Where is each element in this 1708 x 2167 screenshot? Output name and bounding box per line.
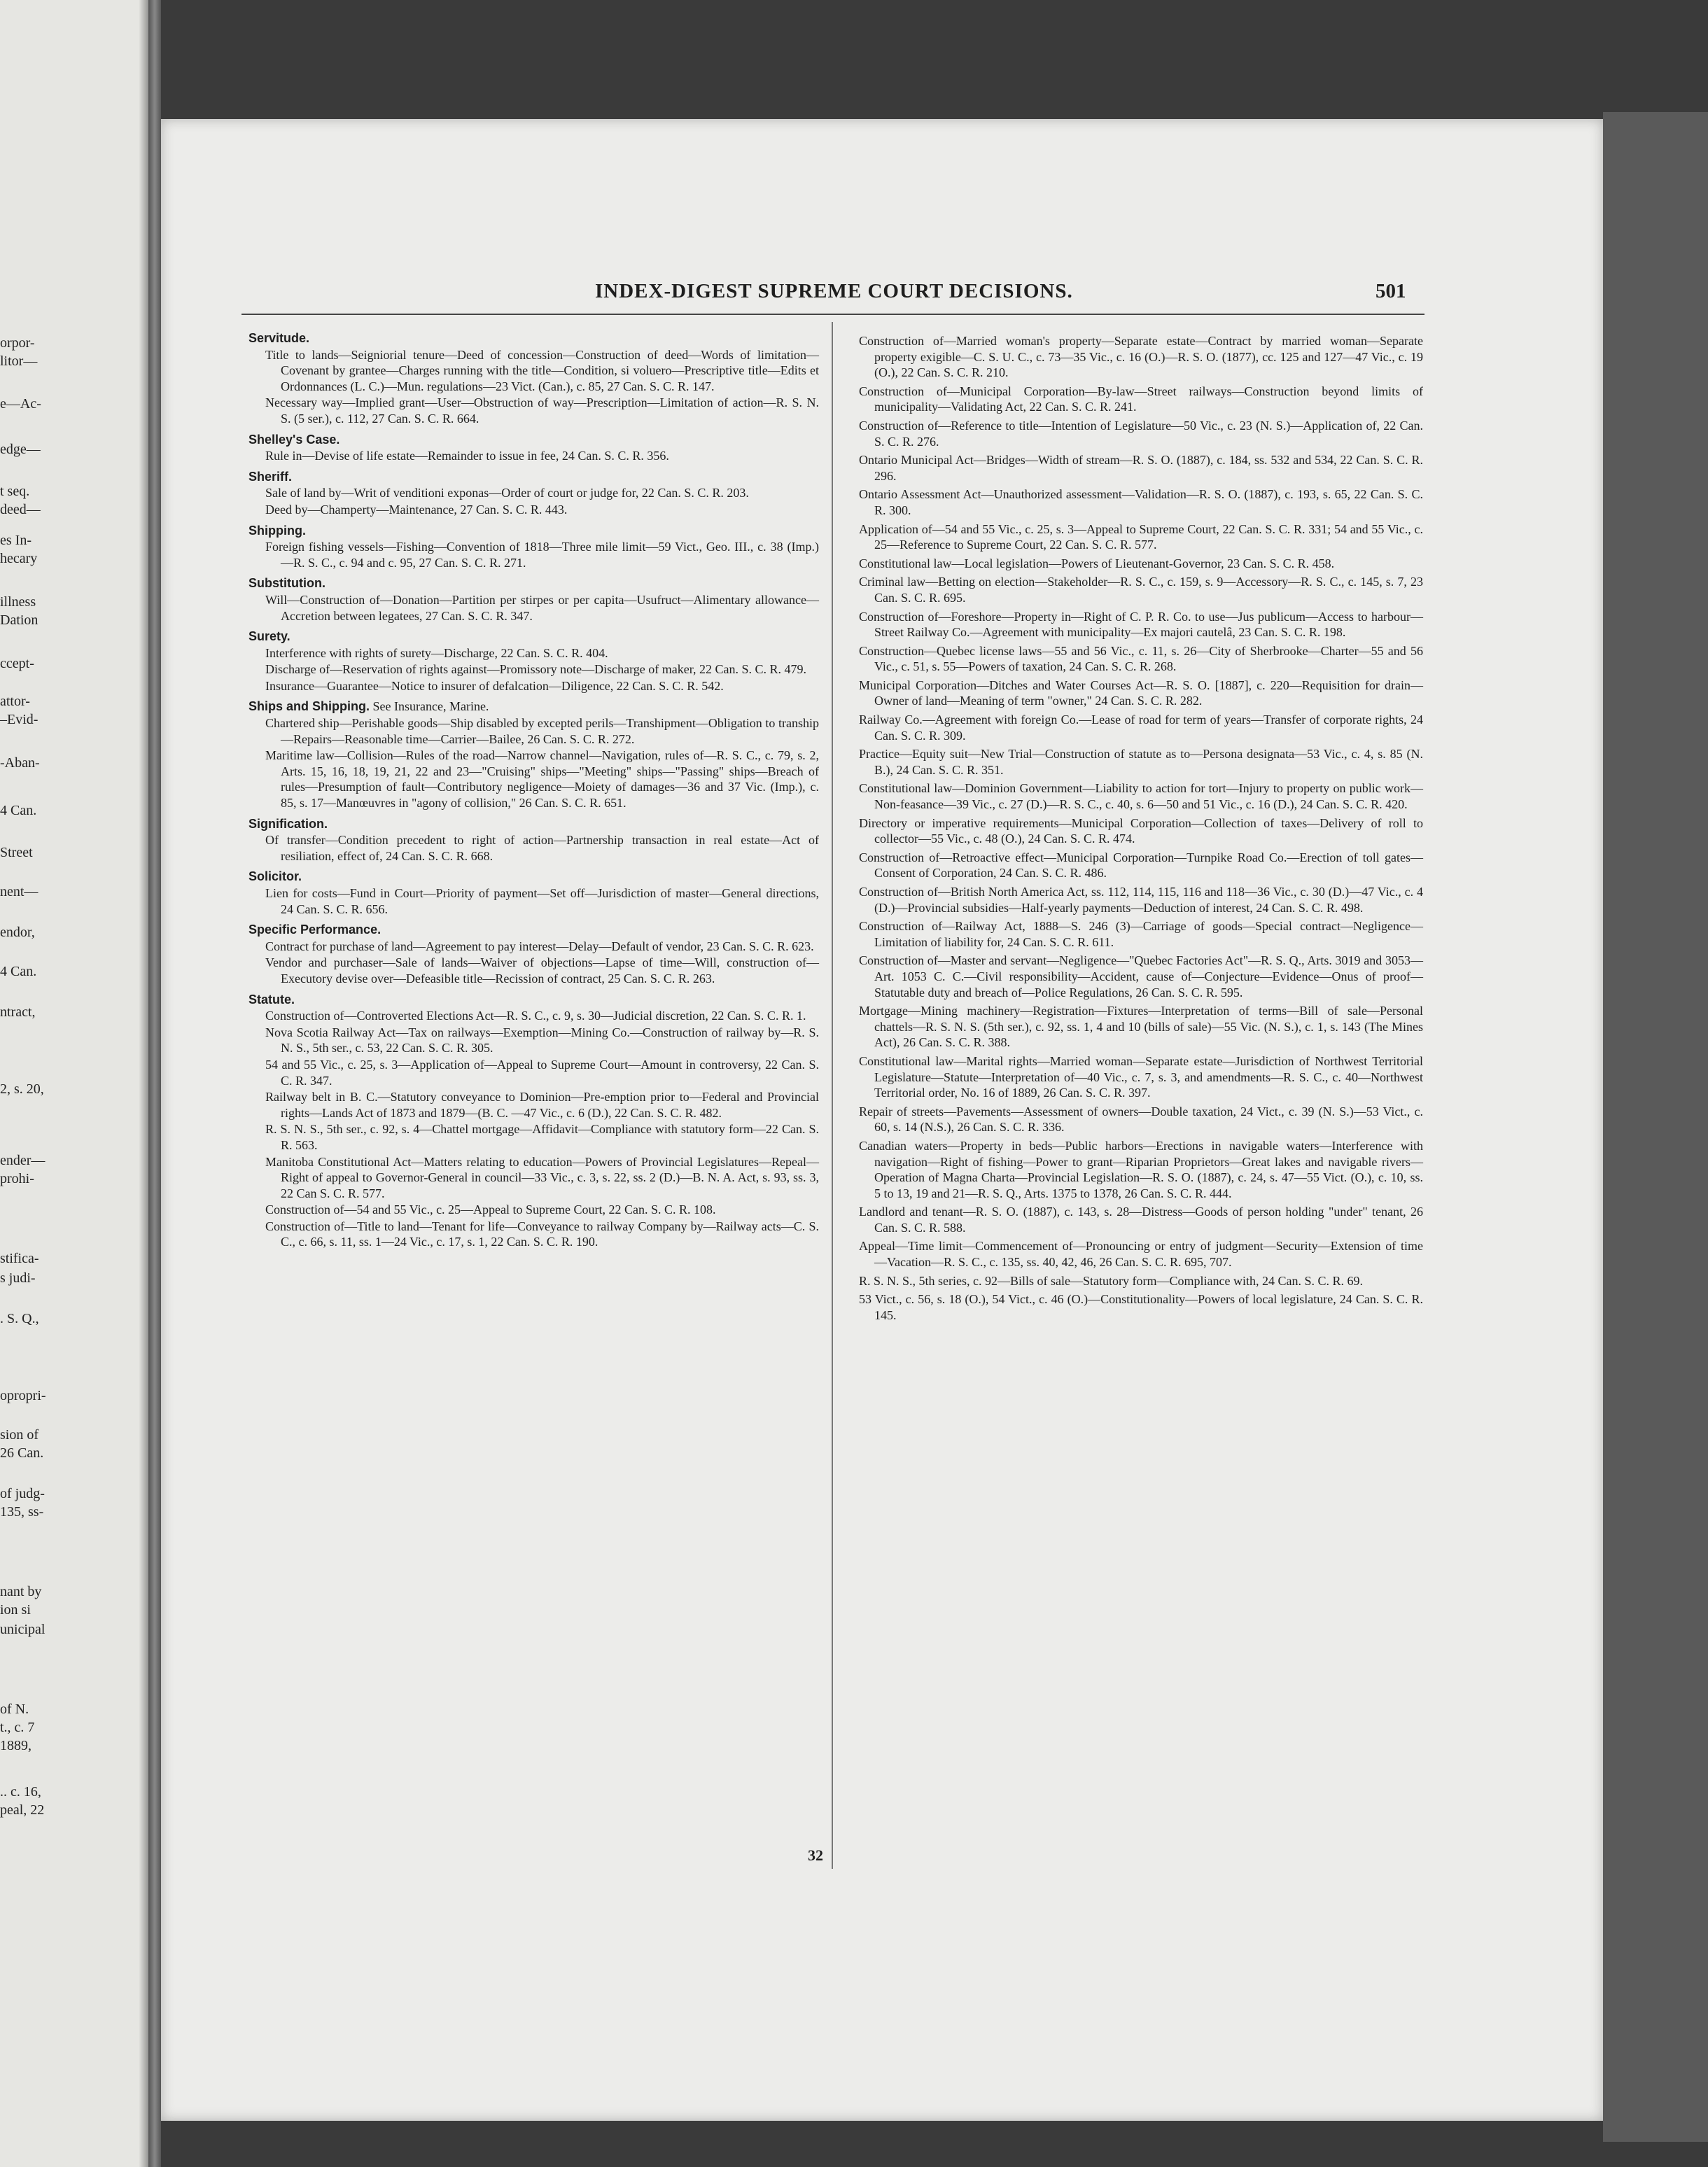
index-heading-text: Surety. xyxy=(248,629,290,644)
index-heading-text: Shipping. xyxy=(248,523,306,538)
index-heading-text: Servitude. xyxy=(248,331,310,345)
see-also-reference: See Insurance, Marine. xyxy=(370,699,489,714)
index-entry: Construction of—Master and servant—Negligence—"Quebec Factories Act"—R. S. Q., Arts. 3019 and 3053—Art. 1053 C. C.—Civil responsibility—Accident, cause of—Conjecture—Evidence—Onus of proof—Statutable duty and breach of—Police Regulations, 26 Can. S. C. R. 595. xyxy=(859,953,1423,1000)
facing-page-text: Street xyxy=(0,845,33,860)
signature-mark: 32 xyxy=(808,1846,823,1864)
index-entry: Construction of—Railway Act, 1888—S. 246 (3)—Carriage of goods—Special contract—Negligence—Limitation of liability for, 24 Can. S. C. R. 611. xyxy=(859,919,1423,949)
index-entry: Sale of land by—Writ of venditioni exponas—Order of court or judge for, 22 Can. S. C. R. 203. xyxy=(265,486,749,500)
index-heading xyxy=(248,330,819,346)
page-title: INDEX-DIGEST SUPREME COURT DECISIONS. xyxy=(595,280,1073,302)
facing-page-text: orpor- xyxy=(0,335,35,351)
index-entry: Discharge of—Reservation of rights against—Promissory note—Discharge of maker, 22 Can. S. C. R. 479. xyxy=(265,662,806,677)
facing-page-text: 135, ss- xyxy=(0,1504,44,1520)
index-heading-text: Shelley's Case. xyxy=(248,432,340,447)
index-entry: Municipal Corporation—Ditches and Water Courses Act—R. S. O. [1887], c. 220—Requisition for drain—Owner of land—Meaning of term "owner," 24 Can. S. C. R. 282. xyxy=(859,678,1423,708)
index-entry: Of transfer—Condition precedent to right of action—Partnership transaction in real estate—Act of resiliation, effect of, 24 Can. S. C. R. 668. xyxy=(265,833,819,863)
index-entry: Will—Construction of—Donation—Partition per stirpes or per capita—Usufruct—Alimentary allowance—Accretion between legatees, 27 Can. S. C. R. 347. xyxy=(265,592,819,623)
facing-page-text: –Evid- xyxy=(0,712,38,727)
index-entry: Repair of streets—Pavements—Assessment of owners—Double taxation, 24 Vict., c. 39 (N. S.)—53 Vict., c. 60, s. 14 (N.S.), 26 Can. S. C. R. 336. xyxy=(859,1104,1423,1135)
index-heading-text: Specific Performance. xyxy=(248,923,382,937)
index-heading xyxy=(248,575,819,591)
index-heading xyxy=(248,869,819,885)
facing-page-text: t., c. 7 xyxy=(0,1720,35,1735)
facing-page-text: 2, s. 20, xyxy=(0,1081,44,1097)
index-heading xyxy=(248,629,819,645)
index-entry: 54 and 55 Vic., c. 25, s. 3—Application of—Appeal to Supreme Court—Amount in controversy, 22 Can. S. C. R. 347. xyxy=(265,1057,819,1088)
index-entry: Construction of—Foreshore—Property in—Right of C. P. R. Co. to use—Jus publicum—Access to harbour—Street Railway Co.—Agreement with municipality—Ex majori cautelâ, 23 Can. S. C. R. 198. xyxy=(859,609,1423,640)
book-gutter xyxy=(148,0,161,2167)
facing-page-text: unicipal xyxy=(0,1622,46,1637)
page-number: 501 xyxy=(1376,280,1406,302)
index-heading-text: Substitution. xyxy=(248,576,326,591)
facing-page-text: of N. xyxy=(0,1702,29,1717)
index-entry: Construction of—Municipal Corporation—By-law—Street railways—Construction beyond limits of municipality—Validating Act, 22 Can. S. C. R. 241. xyxy=(859,384,1423,414)
facing-page-text: nant by xyxy=(0,1584,42,1599)
index-entry: Construction of—British North America Act, ss. 112, 114, 115, 116 and 118—36 Vic., c. 30 (D.)—47 Vic., c. 4 (D.)—Provincial subsidies—Half-yearly payments—Deduction of interest, 24 Can. S. C. R. 498. xyxy=(859,885,1423,915)
index-heading xyxy=(248,816,819,832)
header-rule xyxy=(241,314,1424,315)
index-entry: R. S. N. S., 5th series, c. 92—Bills of sale—Statutory form—Compliance with, 24 Can. S. C. R. 69. xyxy=(859,1273,1363,1288)
facing-page-text: .. c. 16, xyxy=(0,1784,41,1800)
index-entry: Landlord and tenant—R. S. O. (1887), c. 143, s. 28—Distress—Goods of person holding "under" tenant, 26 Can. S. C. R. 588. xyxy=(859,1205,1423,1235)
facing-page-fragment xyxy=(0,0,148,2167)
facing-page-text: 26 Can. xyxy=(0,1445,44,1461)
index-heading xyxy=(248,432,819,448)
facing-page-text: t seq. xyxy=(0,484,30,499)
index-heading xyxy=(248,523,819,539)
index-entry: Railway belt in B. C.—Statutory conveyance to Dominion—Pre-emption prior to—Federal and Provincial rights—Lands Act of 1873 and 1879—(B. C. —47 Vic., c. 6 (D.), 22 Can. S. C. R. 482. xyxy=(265,1090,819,1120)
index-entry: Construction—Quebec license laws—55 and 56 Vic., c. 11, s. 26—City of Sherbrooke—Charter—55 and 56 Vic., c. 51, s. 55—Powers of taxation, 24 Can. S. C. R. 268. xyxy=(859,643,1423,674)
index-heading-text: Signification. xyxy=(248,816,328,831)
facing-page-text: -Aban- xyxy=(0,755,40,771)
facing-page-text: endor, xyxy=(0,925,35,940)
index-entry: Deed by—Champerty—Maintenance, 27 Can. S. C. R. 443. xyxy=(265,502,568,517)
index-entry: Ontario Assessment Act—Unauthorized assessment—Validation—R. S. O. (1887), c. 193, s. 65, 22 Can. S. C. R. 300. xyxy=(859,487,1423,517)
index-entry: Contract for purchase of land—Agreement to pay interest—Delay—Default of vendor, 23 Can. S. C. R. 623. xyxy=(265,939,814,953)
facing-page-text: . S. Q., xyxy=(0,1311,39,1326)
index-entry: Directory or imperative requirements—Municipal Corporation—Collection of taxes—Delivery of roll to collector—55 Vic., c. 48 (O.), 24 Can. S. C. R. 474. xyxy=(859,815,1423,846)
facing-page-text: edge— xyxy=(0,442,41,457)
column-divider xyxy=(832,322,833,1869)
index-heading-text: Ships and Shipping. xyxy=(248,699,370,714)
scan-border xyxy=(1603,112,1708,2142)
index-entry: Construction of—54 and 55 Vic., c. 25—Appeal to Supreme Court, 22 Can. S. C. R. 108. xyxy=(265,1202,716,1217)
index-entry: Maritime law—Collision—Rules of the road—Narrow channel—Navigation, rules of—R. S. C., c. 79, s. 2, Arts. 15, 16, 18, 19, 21, 22 and 23—"Cruising" ships—"Meeting" ships—"Passing" ships—Breach of rules—Presumption of fault—Contributory negligence—Moiety of damages—36 and 37 Vic. (Imp.), c. 85, s. 17—Manœuvres in "agony of collision," 26 Can. S. C. R. 651. xyxy=(265,748,819,811)
index-entry: Constitutional law—Local legislation—Powers of Lieutenant-Governor, 23 Can. S. C. R. 458. xyxy=(859,556,1335,570)
index-entry: Railway Co.—Agreement with foreign Co.—Lease of road for term of years—Transfer of corporate rights, 24 Can. S. C. R. 309. xyxy=(859,713,1423,743)
index-heading xyxy=(248,992,819,1008)
index-entry: Construction of—Married woman's property—Separate estate—Contract by married woman—Separate property exigible—C. S. U. C., c. 73—35 Vic., c. 16 (O.)—R. S. O. (1877), cc. 125 and 127—47 Vic., c. 19 (O.), 22 Can. S. C. R. 210. xyxy=(859,334,1423,380)
index-heading xyxy=(248,922,819,938)
index-entry: Constitutional law—Dominion Government—Liability to action for tort—Injury to property on public work—Non-feasance—39 Vic., c. 27 (D.)—R. S. C., c. 40, s. 6—50 and 51 Vic., c. 16 (D.), 24 Can. S. C. R. 420. xyxy=(859,781,1423,812)
index-entry: Canadian waters—Property in beds—Public harbors—Erections in navigable waters—Interference with navigation—Right of fishing—Power to grant—Riparian Proprietors—Great lakes and navigable rivers—Operation of Magna Charta—Provincial Legislation—R. S. O. (1887), c. 24, s. 47—55 Vict. (O.), c. 10, ss. 5 to 13, 19 and 21—R. S. Q., Arts. 1375 to 1378, 26 Can. S. C. R. 444. xyxy=(859,1138,1423,1200)
index-entry: Title to lands—Seigniorial tenure—Deed of concession—Construction of deed—Words of limitation—Covenant by grantee—Charges running with the title—Condition, si voluero—Prescriptive title—Edits et Ordonnances (L. C.)—Mun. regulations—23 Vict. (Can.), c. 85, 27 Can. S. C. R. 147. xyxy=(265,347,819,393)
facing-page-text: stifica- xyxy=(0,1251,39,1266)
facing-page-text: sion of xyxy=(0,1427,38,1443)
index-entry: Vendor and purchaser—Sale of lands—Waiver of objections—Lapse of time—Will, construction of—Executory devise over—Defeasible title—Recission of contract, 25 Can. S. C. R. 263. xyxy=(265,955,819,986)
left-column xyxy=(248,330,819,1251)
index-entry: Criminal law—Betting on election—Stakeholder—R. S. C., c. 159, s. 9—Accessory—R. S. C., c. 145, s. 7, 23 Can. S. C. R. 695. xyxy=(859,575,1423,605)
facing-page-text: es In- xyxy=(0,533,31,548)
index-entry: Nova Scotia Railway Act—Tax on railways—Exemption—Mining Co.—Construction of railway by—R. S. N. S., 5th ser., c. 53, 22 Can. S. C. R. 305. xyxy=(265,1025,819,1056)
index-entry: Practice—Equity suit—New Trial—Construction of statute as to—Persona designata—53 Vic., c. 4, s. 85 (N. B.), 24 Can. S. C. R. 351. xyxy=(859,747,1423,777)
index-entry: Ontario Municipal Act—Bridges—Width of stream—R. S. O. (1887), c. 184, ss. 532 and 534, 22 Can. S. C. R. 296. xyxy=(859,453,1423,483)
facing-page-text: attor- xyxy=(0,694,30,709)
index-entry: Construction of—Title to land—Tenant for life—Conveyance to railway Company by—Railway acts—C. S. C., c. 66, s. 11, ss. 1—24 Vic., c. 17, s. 1, 22 Can. S. C. R. 190. xyxy=(265,1219,819,1249)
right-column xyxy=(859,330,1423,1324)
facing-page-text: illness xyxy=(0,594,36,610)
facing-page-text: hecary xyxy=(0,551,38,566)
index-entry: Construction of—Controverted Elections Act—R. S. C., c. 9, s. 30—Judicial discretion, 22 Can. S. C. R. 1. xyxy=(265,1009,806,1023)
index-entry: Construction of—Retroactive effect—Municipal Corporation—Turnpike Road Co.—Erection of toll gates—Consent of Corporation, 24 Can. S. C. R. 486. xyxy=(859,850,1423,881)
index-entry: 53 Vict., c. 56, s. 18 (O.), 54 Vict., c. 46 (O.)—Constitutionality—Powers of local legislature, 24 Can. S. C. R. 145. xyxy=(859,1292,1423,1322)
facing-page-text: 1889, xyxy=(0,1738,31,1753)
facing-page-text: ccept- xyxy=(0,656,34,671)
index-entry: Chartered ship—Perishable goods—Ship disabled by excepted perils—Transhipment—Obligation to tranship—Repairs—Reasonable time—Carrier—Bailee, 26 Can. S. C. R. 272. xyxy=(265,716,819,746)
facing-page-text: s judi- xyxy=(0,1270,36,1286)
facing-page-text: ender— xyxy=(0,1153,46,1168)
index-entry: Constitutional law—Marital rights—Married woman—Separate estate—Jurisdiction of Northwest Territorial Legislature—Statute—Interpretation of—40 Vic., c. 7, s. 3, and amendments—R. S. C., c. 40—Northwest Territorial order, No. 16 of 1889, 26 Can. S. C. R. 397. xyxy=(859,1053,1423,1100)
index-heading xyxy=(248,699,819,715)
facing-page-text: e—Ac- xyxy=(0,396,41,412)
facing-page-text: prohi- xyxy=(0,1171,34,1186)
index-heading-text: Sheriff. xyxy=(248,469,293,484)
facing-page-text: deed— xyxy=(0,502,41,517)
index-entry: Lien for costs—Fund in Court—Priority of payment—Set off—Jurisdiction of master—General directions, 24 Can. S. C. R. 656. xyxy=(265,886,819,916)
facing-page-text: nent— xyxy=(0,884,38,899)
index-entry: Interference with rights of surety—Discharge, 22 Can. S. C. R. 404. xyxy=(265,645,608,660)
index-entry: Mortgage—Mining machinery—Registration—Fixtures—Interpretation of terms—Bill of sale—Personal chattels—R. S. N. S. (5th ser.), c. 92, ss. 1, 4 and 10 (bills of sale)—55 Vic. (N. S.), c. 1, s. 143 (The Mines Act), 26 Can. S. C. R. 388. xyxy=(859,1004,1423,1050)
index-entry: Foreign fishing vessels—Fishing—Convention of 1818—Three mile limit—59 Vict., Geo. III., c. 38 (Imp.)—R. S. C., c. 94 and c. 95, 27 Can. S. C. R. 271. xyxy=(265,540,819,570)
index-entry: R. S. N. S., 5th ser., c. 92, s. 4—Chattel mortgage—Affidavit—Compliance with statutory form—22 Can. S. R. 563. xyxy=(265,1122,819,1152)
index-heading-text: Solicitor. xyxy=(248,869,302,884)
index-entry: Rule in—Devise of life estate—Remainder to issue in fee, 24 Can. S. C. R. 356. xyxy=(265,449,669,463)
index-entry: Construction of—Reference to title—Intention of Legislature—50 Vic., c. 23 (N. S.)—Application of, 22 Can. S. C. R. 276. xyxy=(859,418,1423,449)
facing-page-text: opropri- xyxy=(0,1388,46,1403)
facing-page-text: ion si xyxy=(0,1602,31,1618)
facing-page-text: litor— xyxy=(0,353,38,369)
facing-page-text: ntract, xyxy=(0,1004,36,1020)
facing-page-text: peal, 22 xyxy=(0,1802,45,1818)
index-heading-text: Statute. xyxy=(248,992,295,1007)
facing-page-text: 4 Can. xyxy=(0,803,37,818)
index-entry: Application of—54 and 55 Vic., c. 25, s. 3—Appeal to Supreme Court, 22 Can. S. C. R. 331; 54 and 55 Vic., c. 25—Reference to Supreme Court, 22 Can. S. C. R. 577. xyxy=(859,521,1423,552)
facing-page-text: 4 Can. xyxy=(0,964,37,979)
index-entry: Appeal—Time limit—Commencement of—Pronouncing or entry of judgment—Security—Extension of time—Vacation—R. S. C., c. 135, ss. 40, 42, 46, 26 Can. S. C. R. 695, 707. xyxy=(859,1239,1423,1270)
facing-page-text: of judg- xyxy=(0,1486,45,1501)
index-entry: Necessary way—Implied grant—User—Obstruction of way—Prescription—Limitation of action—R. S. N. S. (5 ser.), c. 112, 27 Can. S. C. R. 664. xyxy=(265,395,819,426)
index-heading xyxy=(248,469,819,485)
index-entry: Insurance—Guarantee—Notice to insurer of defalcation—Diligence, 22 Can. S. C. R. 542. xyxy=(265,678,724,693)
facing-page-text: Dation xyxy=(0,612,38,628)
index-entry: Manitoba Constitutional Act—Matters relating to education—Powers of Provincial Legislatures—Repeal—Right of appeal to Governor-General in council—33 Vic., c. 3, s. 22, ss. 2 (D.)—B. N. A. Act, s. 93, ss. 3, 22 Can S. C. R. 577. xyxy=(265,1154,819,1200)
